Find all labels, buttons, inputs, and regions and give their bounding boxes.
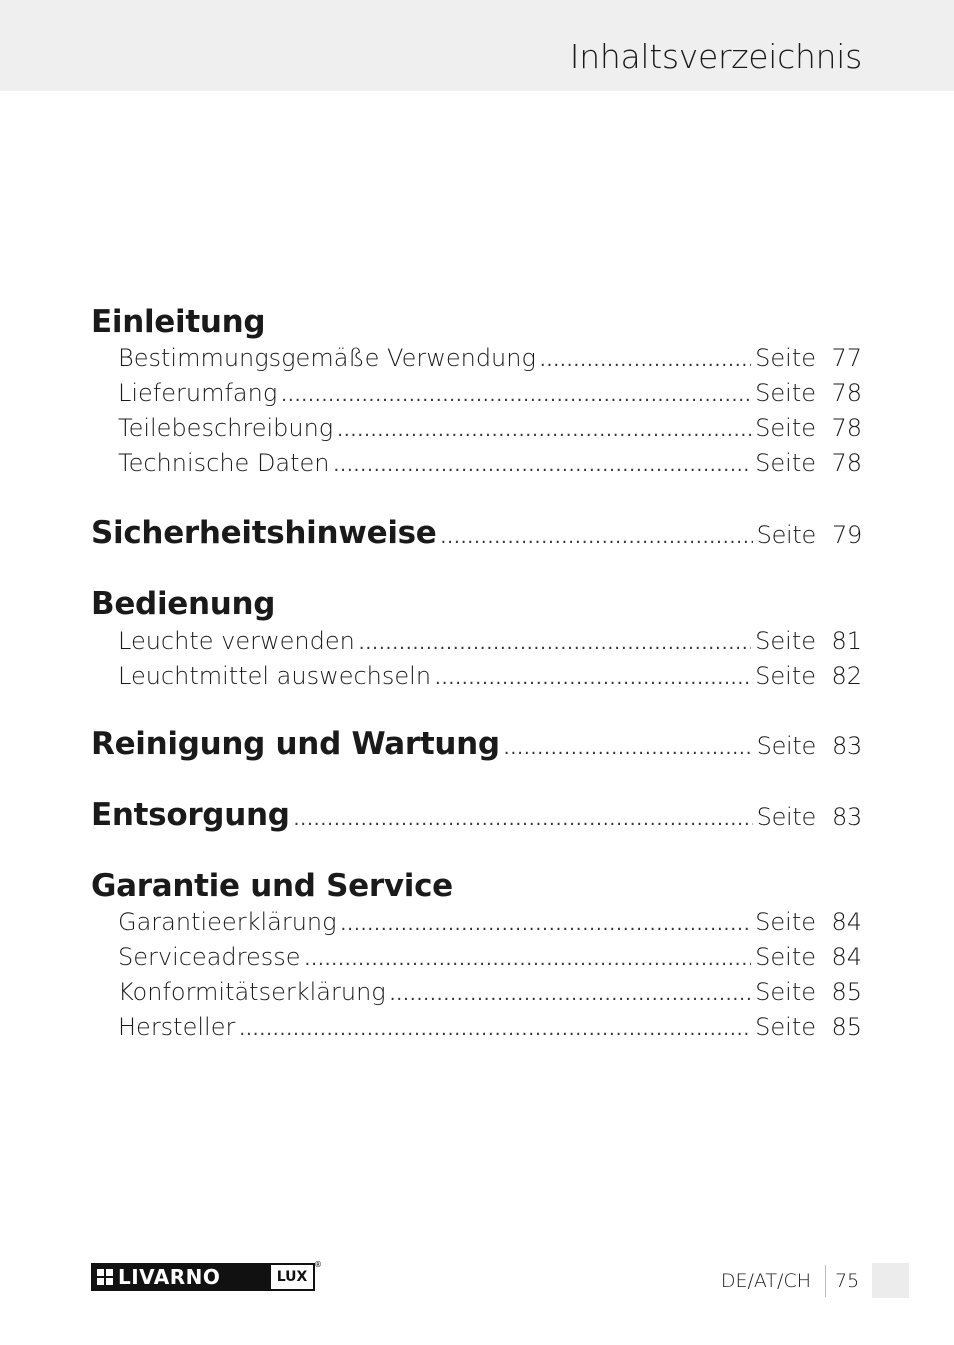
section-heading-reinigung-und-wartung: Reinigung und Wartung [91, 726, 500, 762]
brand-logo-sub [269, 1260, 322, 1291]
toc-page-word: Seite [755, 449, 816, 477]
toc-entry-label: Technische Daten [118, 449, 330, 477]
toc-page-number: 78 [831, 379, 862, 407]
toc-entry-label: Bestimmungsgemäße Verwendung [118, 344, 536, 372]
toc-entry[interactable] [118, 344, 862, 372]
page-number: 75 [835, 1270, 860, 1292]
toc-page-word: Seite [755, 943, 816, 971]
leader-dots [294, 809, 753, 830]
section-heading-einleitung: Einleitung [91, 304, 266, 340]
leader-dots [341, 914, 752, 935]
toc-page-number: 85 [831, 1013, 862, 1041]
logo-squares-icon [97, 1269, 113, 1285]
toc-page-number: 81 [831, 627, 862, 655]
toc-page-number: 78 [831, 414, 862, 442]
toc-page-word: Seite [755, 379, 816, 407]
leader-dots [305, 949, 752, 970]
toc-page-word: Seite [755, 662, 816, 690]
leader-dots [334, 455, 752, 476]
leader-dots [359, 633, 751, 654]
brand-logo-main [91, 1263, 269, 1291]
toc-page-number: 84 [831, 943, 862, 971]
section-heading-sicherheitshinweise: Sicherheitshinweise [91, 515, 437, 551]
toc-page-word: Seite [755, 414, 816, 442]
toc-entry[interactable] [118, 1013, 862, 1041]
footer-divider [825, 1265, 826, 1297]
toc-entry[interactable] [118, 908, 862, 936]
toc-entry-label: Garantieerklärung [118, 908, 337, 936]
brand-name: LIVARNO [118, 1265, 221, 1289]
leader-dots [390, 984, 751, 1005]
page-title: Inhaltsverzeichnis [569, 37, 862, 76]
toc-page-word: Seite [756, 803, 816, 831]
toc-page-number: 85 [831, 978, 862, 1006]
toc-entry[interactable] [118, 627, 862, 655]
toc-page-number: 83 [832, 732, 862, 760]
toc-entry-label: Konformitätserklärung [118, 978, 386, 1006]
page-tab-marker [872, 1263, 909, 1298]
section-heading-entsorgung: Entsorgung [91, 797, 290, 833]
leader-dots [504, 738, 753, 759]
leader-dots [281, 385, 751, 406]
section-heading-garantie-und-service: Garantie und Service [91, 868, 453, 904]
toc-page-number: 78 [831, 449, 862, 477]
toc-entry[interactable] [118, 943, 862, 971]
toc-page-number: 77 [831, 344, 862, 372]
toc-page-number: 84 [831, 908, 862, 936]
toc-entry-entsorgung[interactable] [91, 797, 862, 833]
registered-mark: ® [314, 1260, 322, 1269]
toc-entry[interactable] [118, 978, 862, 1006]
toc-entry-label: Lieferumfang [118, 379, 278, 407]
toc-entry[interactable] [118, 379, 862, 407]
toc-page-word: Seite [756, 732, 816, 760]
toc-entry-reinigung-und-wartung[interactable] [91, 726, 862, 762]
brand-sub-name: LUX [276, 1269, 308, 1285]
toc-entry[interactable] [118, 449, 862, 477]
toc-page-word: Seite [756, 521, 816, 549]
country-codes: DE/AT/CH [720, 1270, 811, 1292]
toc-page-word: Seite [755, 1013, 816, 1041]
toc-page-word: Seite [755, 344, 816, 372]
toc-page-word: Seite [755, 908, 816, 936]
toc-entry[interactable] [118, 662, 862, 690]
toc-page-number: 82 [831, 662, 862, 690]
toc-page-word: Seite [755, 978, 816, 1006]
leader-dots [441, 527, 753, 548]
toc-entry-label: Leuchte verwenden [118, 627, 355, 655]
toc-entry[interactable] [118, 414, 862, 442]
leader-dots [337, 420, 751, 441]
brand-logo [91, 1260, 322, 1291]
toc-page-number: 83 [832, 803, 862, 831]
toc-page-word: Seite [755, 627, 816, 655]
toc-entry-label: Leuchtmittel auswechseln [118, 662, 432, 690]
leader-dots [540, 350, 751, 371]
toc-entry-label: Hersteller [118, 1013, 236, 1041]
leader-dots [239, 1019, 751, 1040]
toc-entry-label: Teilebeschreibung [118, 414, 334, 442]
toc-entry-label: Serviceadresse [118, 943, 301, 971]
toc-page-number: 79 [832, 521, 862, 549]
leader-dots [435, 668, 751, 689]
toc-entry-sicherheitshinweise[interactable] [91, 515, 862, 551]
section-heading-bedienung: Bedienung [91, 586, 276, 622]
